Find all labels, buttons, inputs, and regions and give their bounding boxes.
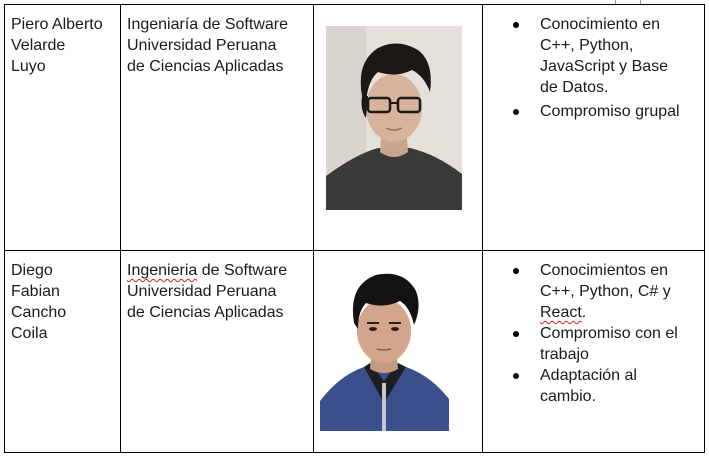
skill-line: Adaptación al <box>540 367 637 384</box>
skill-line: JavaScript y Base <box>540 58 669 75</box>
member-career-cell <box>121 251 314 453</box>
bullet-icon <box>513 268 519 274</box>
member-name-line: Velarde <box>11 37 66 54</box>
member-name-cell <box>5 5 121 251</box>
list-item <box>483 323 704 365</box>
career-line: de Ciencias Aplicadas <box>127 58 284 75</box>
career-line: de Ciencias Aplicadas <box>127 304 284 321</box>
skill-line: trabajo <box>540 346 589 363</box>
skills-list <box>483 5 704 122</box>
member-name-line: Cancho <box>11 304 67 321</box>
career-line: Universidad Peruana <box>127 283 277 300</box>
member-name-cell <box>5 251 121 453</box>
member-name-line: Coila <box>11 325 48 342</box>
member-name-line: Fabian <box>11 283 60 300</box>
list-item <box>483 14 704 98</box>
spellcheck-word: React <box>540 304 582 321</box>
skill-line: de Datos. <box>540 79 609 96</box>
bullet-icon <box>513 109 519 115</box>
skill-line: Conocimientos en <box>540 262 669 279</box>
list-item <box>483 365 704 407</box>
list-item <box>483 101 704 122</box>
skill-line-rest: . <box>581 304 587 321</box>
member-name-line: Luyo <box>11 58 46 75</box>
career-line: Ingeniaría de Software <box>127 16 288 33</box>
portrait-illustration <box>326 26 462 210</box>
member-photo <box>326 26 462 210</box>
skill-line <box>540 302 700 323</box>
career-line <box>127 260 313 281</box>
skill-line: Compromiso grupal <box>540 103 680 120</box>
member-name-line: Diego <box>11 262 53 279</box>
member-career-cell <box>121 5 314 251</box>
skill-line: Compromiso con el <box>540 325 678 342</box>
table-row <box>5 251 705 453</box>
member-photo-cell <box>314 251 483 453</box>
member-photo-cell <box>314 5 483 251</box>
bullet-icon <box>513 373 519 379</box>
career-line: Universidad Peruana <box>127 37 277 54</box>
skill-line: cambio. <box>540 388 597 405</box>
member-photo <box>320 263 449 431</box>
list-item <box>483 260 704 323</box>
table-row <box>5 5 705 251</box>
member-skills-cell <box>483 251 705 453</box>
team-members-table <box>4 4 705 453</box>
skill-line: Conocimiento en <box>540 16 661 33</box>
member-skills-cell <box>483 5 705 251</box>
bullet-icon <box>513 22 519 28</box>
bullet-icon <box>513 331 519 337</box>
spellcheck-word: Ingenieria <box>127 262 198 279</box>
skill-line: C++, Python, <box>540 37 634 54</box>
skill-line: C++, Python, C# y <box>540 283 671 300</box>
portrait-illustration <box>320 263 449 431</box>
career-line-rest: de Software <box>197 262 288 279</box>
skills-list <box>483 251 704 407</box>
member-name-line: Piero Alberto <box>11 16 103 33</box>
